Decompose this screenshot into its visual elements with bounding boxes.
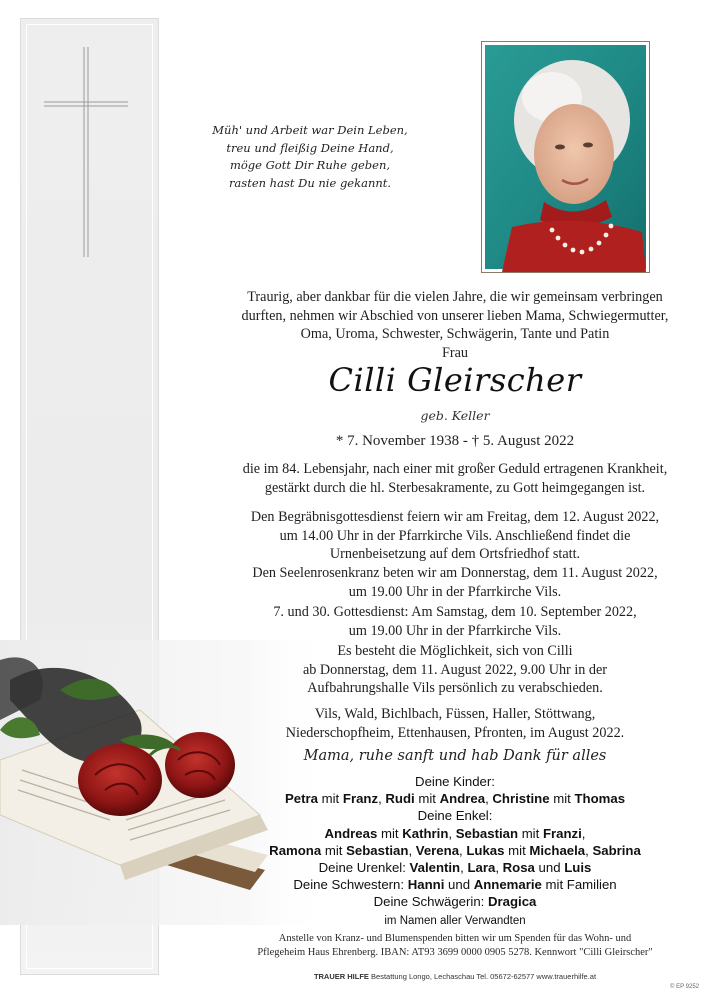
intro-text (215, 288, 695, 362)
grandchildren-line (225, 825, 685, 842)
great-grandchild-name: Lara (467, 860, 496, 876)
sisters-label: Deine Schwestern: (293, 877, 408, 893)
connector: , (581, 825, 586, 841)
child-name: Rudi (385, 791, 415, 807)
viewing-line: ab Donnerstag, dem 11. August 2022, 9.00 Uhr in der (302, 661, 608, 678)
grandchild-partner-name: Michaela (529, 842, 586, 858)
connector: und (444, 877, 474, 893)
connector: , (460, 860, 468, 876)
great-grandchildren-line (225, 859, 685, 876)
places-line: Vils, Wald, Bichlbach, Füssen, Haller, Stöttwang, (314, 706, 596, 722)
child-partner-name: Thomas (574, 791, 626, 807)
great-grandchild-name: Valentin (409, 860, 461, 876)
great-grandchild-name: Rosa (502, 860, 535, 876)
donation-line: Anstelle von Kranz- und Blumenspenden bitten wir um Spenden für das Wohn- und (278, 933, 632, 944)
child-partner-name: Franz (342, 791, 379, 807)
connector: mit (549, 791, 575, 807)
poem-line: möge Gott Dir Ruhe geben, (229, 158, 391, 172)
great-grandchild-name: Luis (564, 860, 592, 876)
connector: , (585, 842, 593, 858)
connector: , (408, 842, 416, 858)
mass-text (215, 603, 695, 640)
connector: , (459, 842, 467, 858)
grandchild-name: Sabrina (592, 842, 641, 858)
sister-name: Annemarie (473, 877, 542, 893)
viewing-line: Es besteht die Möglichkeit, sich von Cilli (337, 643, 573, 659)
connector: , (448, 825, 456, 841)
passing-line: die im 84. Lebensjahr, nach einer mit großer Geduld ertragenen Krankheit, (242, 461, 668, 477)
sister-in-law-name: Dragica (487, 894, 537, 910)
connector: und (534, 860, 565, 876)
closing-phrase: Mama, ruhe sanft und hab Dank für alles (303, 748, 607, 764)
funeral-line: Urnenbeisetzung auf dem Ortsfriedhof statt. (329, 546, 581, 563)
funeral-home-brand: TRAUER HILFE (313, 972, 369, 981)
places-line: Niederschopfheim, Ettenhausen, Pfronten, im August 2022. (285, 724, 625, 741)
deceased-name: Cilli Gleirscher (328, 361, 582, 399)
connector: , (485, 791, 493, 807)
sister-in-law-line (225, 893, 685, 910)
sisters-line (225, 876, 685, 893)
grandchildren-label: Deine Enkel: (417, 808, 493, 824)
poem-line: rasten hast Du nie gekannt. (228, 175, 392, 190)
life-dates: * 7. November 1938 - † 5. August 2022 (335, 433, 575, 449)
maiden-name: geb. Keller (420, 408, 490, 423)
grandchild-name: Lukas (466, 842, 505, 858)
funeral-home-contact: Bestattung Longo, Lechaschau Tel. 05672-62577 www.trauerhilfe.at (368, 972, 597, 981)
poem-line: Müh' und Arbeit war Dein Leben, (212, 123, 408, 137)
children-line (225, 790, 685, 807)
sister-name: Hanni (407, 877, 445, 893)
poem-line: treu und fleißig Deine Hand, (226, 140, 394, 155)
connector: mit (317, 791, 343, 807)
child-name: Christine (492, 791, 550, 807)
intro-line: Traurig, aber dankbar für die vielen Jahre, die wir gemeinsam verbringen (247, 289, 663, 305)
portrait-photo (481, 41, 650, 273)
places-text (215, 705, 695, 742)
rosary-text (215, 564, 695, 601)
donation-line: Pflegeheim Haus Ehrenberg. IBAN: AT93 3699 0000 0905 5278. Kennwort "Cilli Gleirscher" (257, 947, 653, 958)
passing-text (215, 460, 695, 497)
poem-verse (205, 122, 415, 192)
grandchild-name: Andreas (324, 825, 378, 841)
relatives-note: im Namen aller Verwandten (384, 914, 526, 927)
print-code: © EP 9252 (670, 984, 699, 990)
grandchildren-line (225, 842, 685, 859)
child-partner-name: Andrea (439, 791, 486, 807)
donation-note (225, 932, 685, 960)
funeral-home-footer (225, 972, 685, 981)
grandchild-partner-name: Kathrin (402, 825, 449, 841)
children-label: Deine Kinder: (415, 774, 495, 789)
connector: , (378, 791, 386, 807)
child-name: Petra (284, 791, 318, 807)
intro-line: Oma, Uroma, Schwester, Schwägerin, Tante und Patin (300, 326, 610, 343)
rosary-line: Den Seelenrosenkranz beten wir am Donnerstag, dem 11. August 2022, (252, 565, 658, 581)
grandchild-partner-name: Franzi (542, 825, 582, 841)
grandchild-name: Sebastian (455, 825, 519, 841)
connector: , (495, 860, 503, 876)
viewing-text (215, 642, 695, 698)
mass-line: um 19.00 Uhr in der Pfarrkirche Vils. (348, 622, 562, 639)
viewing-line: Aufbahrungshalle Vils persönlich zu verabschieden. (307, 680, 603, 697)
rosary-line: um 19.00 Uhr in der Pfarrkirche Vils. (348, 583, 562, 600)
mass-line: 7. und 30. Gottesdienst: Am Samstag, dem 10. September 2022, (273, 604, 637, 620)
connector: mit (518, 825, 543, 841)
connector: mit (377, 825, 403, 841)
funeral-line: Den Begräbnisgottesdienst feiern wir am Freitag, dem 12. August 2022, (250, 509, 660, 525)
cross-icon (42, 42, 132, 262)
intro-line: Frau (441, 344, 468, 361)
great-grandchildren-label: Deine Urenkel: (318, 860, 410, 876)
grandchild-name: Verena (415, 842, 460, 858)
intro-line: durften, nehmen wir Abschied von unserer lieben Mama, Schwiegermutter, (241, 307, 669, 324)
grandchild-name: Ramona (269, 842, 322, 858)
passing-line: gestärkt durch die hl. Sterbesakramente, zu Gott heimgegangen ist. (264, 479, 646, 496)
connector: mit (504, 842, 530, 858)
connector: mit (321, 842, 347, 858)
grandchild-partner-name: Sebastian (346, 842, 409, 858)
funeral-service-text (215, 508, 695, 564)
sister-in-law-label: Deine Schwägerin: (373, 894, 488, 910)
funeral-line: um 14.00 Uhr in der Pfarrkirche Vils. Anschließend findet die (279, 527, 631, 544)
family-list (225, 773, 685, 930)
connector: mit Familien (541, 877, 617, 893)
connector: mit (414, 791, 440, 807)
